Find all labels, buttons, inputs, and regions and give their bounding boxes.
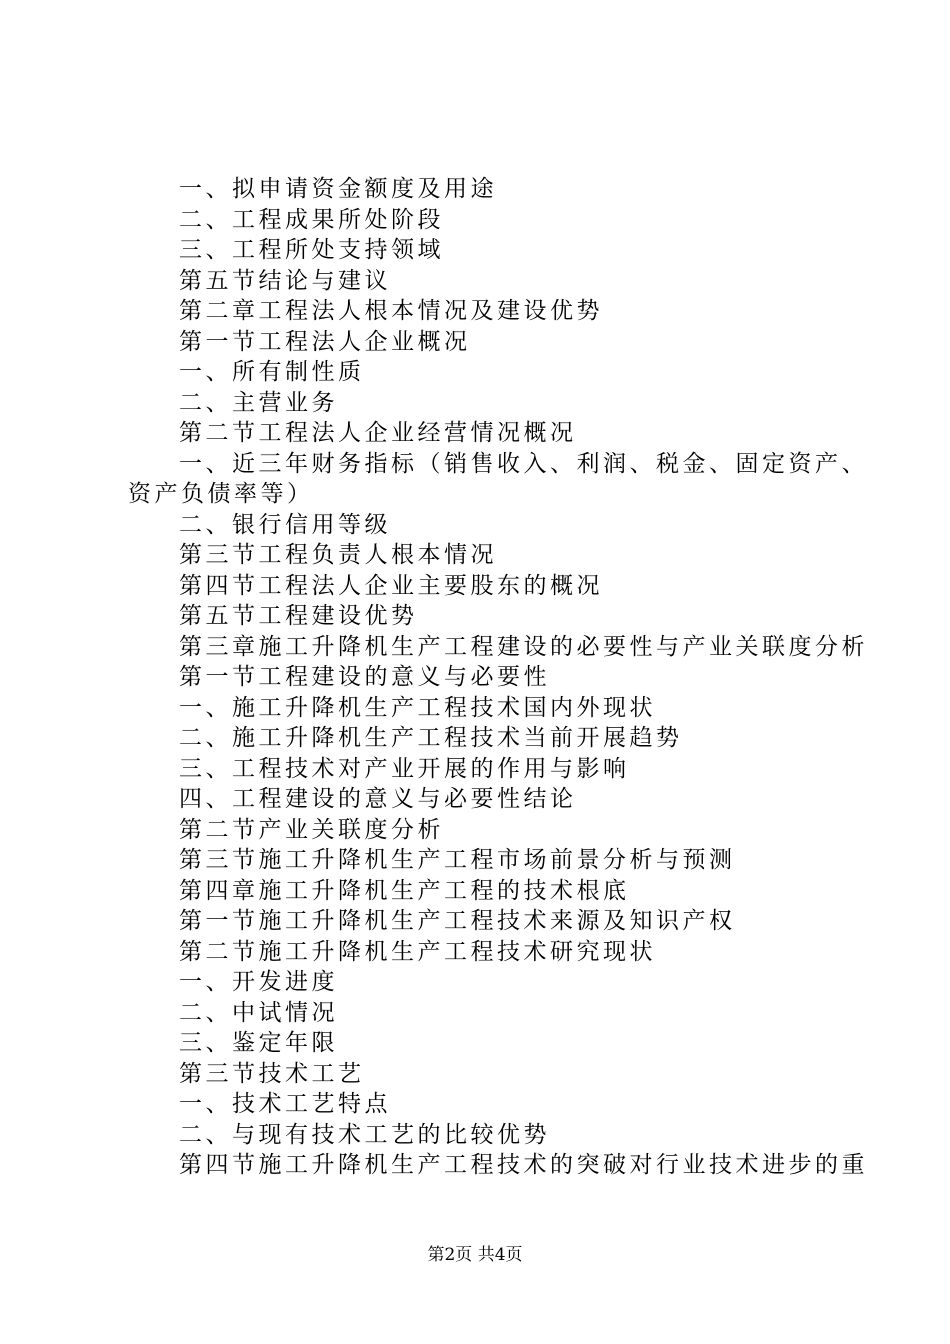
doc-line: 第一节工程建设的意义与必要性 [179,664,550,690]
doc-line: 四、工程建设的意义与必要性结论 [179,786,577,812]
doc-line: 一、所有制性质 [179,359,365,385]
doc-line: 二、施工升降机生产工程技术当前开展趋势 [179,725,683,751]
doc-line: 三、鉴定年限 [179,1030,338,1056]
doc-line: 第三章施工升降机生产工程建设的必要性与产业关联度分析 [179,633,868,660]
doc-line: 一、技术工艺特点 [179,1091,391,1117]
doc-line: 二、银行信用等级 [179,511,391,538]
doc-line: 第四节施工升降机生产工程技术的突破对行业技术进步的重 [179,1152,868,1178]
doc-line: 第五节工程建设优势 [179,603,418,629]
doc-line: 第四章施工升降机生产工程的技术根底 [179,877,630,904]
doc-line: 二、与现有技术工艺的比较优势 [179,1121,550,1148]
document-body [128,174,868,1181]
doc-line: 二、中试情况 [179,999,338,1026]
doc-line: 第三节技术工艺 [179,1060,365,1087]
page-number-footer: 第2页 共4页 [427,1245,523,1265]
doc-line-continuation: 资产负债率等） [128,481,314,507]
doc-line: 一、拟申请资金额度及用途 [179,176,497,202]
doc-line: 二、工程成果所处阶段 [179,206,444,233]
doc-line: 第一节工程法人企业概况 [179,328,471,355]
doc-line: 第三节工程负责人根本情况 [179,542,497,568]
doc-line: 第二章工程法人根本情况及建设优势 [179,298,603,324]
doc-line: 第二节产业关联度分析 [179,816,444,843]
doc-line: 一、开发进度 [179,969,338,995]
doc-line: 第一节施工升降机生产工程技术来源及知识产权 [179,908,736,934]
doc-line: 一、近三年财务指标（销售收入、利润、税金、固定资产、 [179,450,868,477]
doc-line: 第三节施工升降机生产工程市场前景分析与预测 [179,847,736,873]
doc-line: 三、工程技术对产业开展的作用与影响 [179,755,630,782]
doc-line: 二、主营业务 [179,389,338,416]
doc-line: 三、工程所处支持领域 [179,237,444,263]
doc-line: 第四节工程法人企业主要股东的概况 [179,572,603,599]
doc-line: 第五节结论与建议 [179,267,391,294]
doc-line: 第二节工程法人企业经营情况概况 [179,420,577,446]
doc-line: 第二节施工升降机生产工程技术研究现状 [179,938,656,965]
doc-line: 一、施工升降机生产工程技术国内外现状 [179,694,656,721]
